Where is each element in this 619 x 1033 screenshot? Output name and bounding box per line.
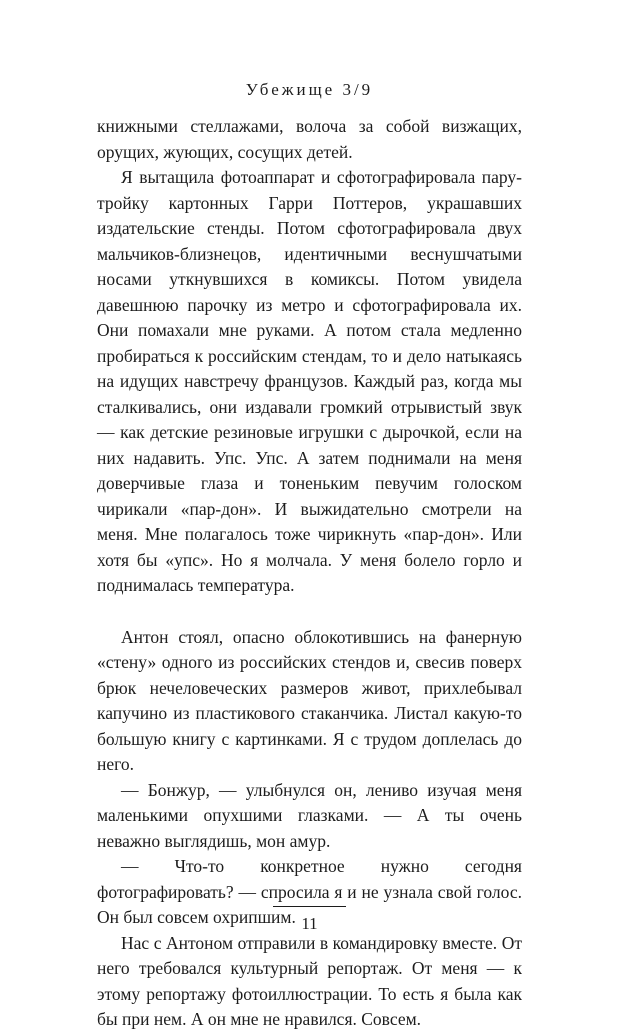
running-title: Убежище 3/9 xyxy=(245,80,374,99)
section-break xyxy=(97,599,522,625)
paragraph: Антон стоял, опасно облокотившись на фанерную «стену» одного из российских стендов и, свесив поверх брюк нечеловеческих размеров живот, прихлебывал капучино из пластикового стаканчика. Листал какую-то большую книгу с картинками. Я с трудом доплелась до него. xyxy=(97,626,522,774)
footer-rule xyxy=(273,906,346,907)
body-text xyxy=(97,114,522,1033)
paragraph-continuation: книжными стеллажами, волоча за собой визжащих, орущих, жующих, сосущих детей. xyxy=(97,116,522,162)
page-number: 11 xyxy=(301,914,318,933)
paragraph: Нас с Антоном отправили в командировку вместе. От него требовался культурный репортаж. От меня — к этому репортажу фотоиллюстрации. То есть я была как бы при нем. А он мне не нравился. Совсем. xyxy=(97,932,522,1029)
paragraph: — Что-то конкретное нужно сегодня фотографировать? — спросила я и не узнала свой голос. Он был совсем охрипшим. xyxy=(97,856,522,927)
paragraph: Я вытащила фотоаппарат и сфотографировала пару-тройку картонных Гарри Поттеров, украшавших издательские стенды. Потом сфотографировала двух мальчиков-близнецов, идентичными веснушчатыми носами уткнувшихся в комиксы. Потом увидела давешнюю парочку из метро и сфотографировала их. Они помахали мне руками. А потом стала медленно пробираться к российским стендам, то и дело натыкаясь на идущих навстречу французов. Каждый раз, когда мы сталкивались, они издавали громкий отрывистый звук — как детские резиновые игрушки с дырочкой, если на них надавить. Упс. Упс. А затем поднимали на меня доверчивые глаза и тоненьким певучим голоском чирикали «пар-дон». И выжидательно смотрели на меня. Мне полагалось тоже чирикнуть «пар-дон». Или хотя бы «упс». Но я молчала. У меня болело горло и поднималась температура. xyxy=(97,167,522,595)
paragraph: — Бонжур, — улыбнулся он, лениво изучая меня маленькими опухшими глазками. — А ты очень неважно выглядишь, мон амур. xyxy=(97,779,522,851)
